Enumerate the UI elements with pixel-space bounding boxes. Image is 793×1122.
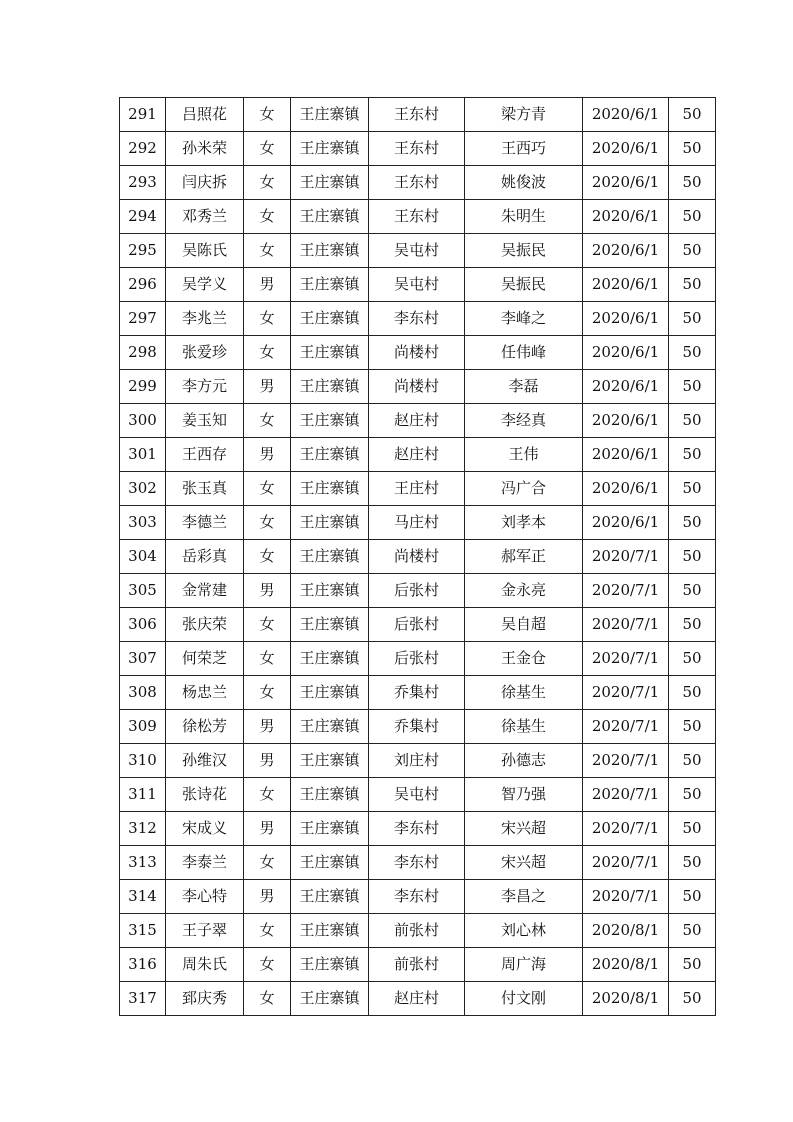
row-number-cell: 296 [120,268,166,302]
table-row [120,336,716,370]
roster-table [119,97,716,1016]
town-cell: 王庄寨镇 [291,812,369,846]
town-cell: 王庄寨镇 [291,642,369,676]
person-name-cell: 李心特 [166,880,244,914]
guardian-name-cell: 冯广合 [465,472,583,506]
village-cell: 王东村 [369,132,465,166]
town-cell: 王庄寨镇 [291,336,369,370]
gender-cell: 女 [244,404,291,438]
guardian-name-cell: 徐基生 [465,676,583,710]
row-number-cell: 315 [120,914,166,948]
gender-cell: 女 [244,948,291,982]
person-name-cell: 李德兰 [166,506,244,540]
issue-date-cell: 2020/6/1 [583,302,669,336]
row-number-cell: 317 [120,982,166,1016]
row-number-cell: 303 [120,506,166,540]
person-name-cell: 吕照花 [166,98,244,132]
amount-cell: 50 [669,540,716,574]
gender-cell: 男 [244,880,291,914]
gender-cell: 女 [244,166,291,200]
guardian-name-cell: 李昌之 [465,880,583,914]
person-name-cell: 李兆兰 [166,302,244,336]
amount-cell: 50 [669,778,716,812]
issue-date-cell: 2020/7/1 [583,540,669,574]
village-cell: 乔集村 [369,676,465,710]
table-row [120,880,716,914]
guardian-name-cell: 吴振民 [465,268,583,302]
table-row [120,438,716,472]
row-number-cell: 291 [120,98,166,132]
issue-date-cell: 2020/6/1 [583,200,669,234]
row-number-cell: 309 [120,710,166,744]
town-cell: 王庄寨镇 [291,676,369,710]
village-cell: 李东村 [369,812,465,846]
gender-cell: 女 [244,642,291,676]
table-row [120,302,716,336]
village-cell: 赵庄村 [369,438,465,472]
row-number-cell: 314 [120,880,166,914]
row-number-cell: 311 [120,778,166,812]
guardian-name-cell: 周广海 [465,948,583,982]
guardian-name-cell: 刘孝本 [465,506,583,540]
guardian-name-cell: 吴振民 [465,234,583,268]
gender-cell: 女 [244,200,291,234]
person-name-cell: 周朱氏 [166,948,244,982]
town-cell: 王庄寨镇 [291,268,369,302]
row-number-cell: 299 [120,370,166,404]
gender-cell: 女 [244,982,291,1016]
town-cell: 王庄寨镇 [291,948,369,982]
gender-cell: 女 [244,506,291,540]
row-number-cell: 293 [120,166,166,200]
amount-cell: 50 [669,914,716,948]
amount-cell: 50 [669,710,716,744]
row-number-cell: 312 [120,812,166,846]
village-cell: 吴屯村 [369,268,465,302]
village-cell: 尚楼村 [369,336,465,370]
amount-cell: 50 [669,200,716,234]
village-cell: 王东村 [369,98,465,132]
village-cell: 王东村 [369,200,465,234]
town-cell: 王庄寨镇 [291,540,369,574]
town-cell: 王庄寨镇 [291,166,369,200]
issue-date-cell: 2020/8/1 [583,914,669,948]
amount-cell: 50 [669,404,716,438]
guardian-name-cell: 徐基生 [465,710,583,744]
village-cell: 李东村 [369,302,465,336]
issue-date-cell: 2020/7/1 [583,880,669,914]
guardian-name-cell: 王金仓 [465,642,583,676]
issue-date-cell: 2020/7/1 [583,608,669,642]
gender-cell: 男 [244,574,291,608]
person-name-cell: 张玉真 [166,472,244,506]
table-row [120,778,716,812]
table-row [120,744,716,778]
row-number-cell: 298 [120,336,166,370]
town-cell: 王庄寨镇 [291,438,369,472]
amount-cell: 50 [669,608,716,642]
issue-date-cell: 2020/7/1 [583,676,669,710]
person-name-cell: 王西存 [166,438,244,472]
person-name-cell: 李泰兰 [166,846,244,880]
row-number-cell: 305 [120,574,166,608]
amount-cell: 50 [669,370,716,404]
gender-cell: 女 [244,132,291,166]
roster-table-body [120,98,716,1016]
person-name-cell: 姜玉知 [166,404,244,438]
row-number-cell: 292 [120,132,166,166]
gender-cell: 女 [244,98,291,132]
guardian-name-cell: 任伟峰 [465,336,583,370]
person-name-cell: 闫庆拆 [166,166,244,200]
amount-cell: 50 [669,812,716,846]
town-cell: 王庄寨镇 [291,132,369,166]
row-number-cell: 297 [120,302,166,336]
amount-cell: 50 [669,982,716,1016]
amount-cell: 50 [669,336,716,370]
village-cell: 前张村 [369,948,465,982]
person-name-cell: 王子翠 [166,914,244,948]
village-cell: 刘庄村 [369,744,465,778]
amount-cell: 50 [669,948,716,982]
village-cell: 王庄村 [369,472,465,506]
village-cell: 尚楼村 [369,540,465,574]
row-number-cell: 294 [120,200,166,234]
guardian-name-cell: 宋兴超 [465,846,583,880]
gender-cell: 女 [244,302,291,336]
town-cell: 王庄寨镇 [291,608,369,642]
guardian-name-cell: 李峰之 [465,302,583,336]
table-row [120,948,716,982]
row-number-cell: 313 [120,846,166,880]
table-row [120,268,716,302]
town-cell: 王庄寨镇 [291,472,369,506]
village-cell: 吴屯村 [369,778,465,812]
person-name-cell: 岳彩真 [166,540,244,574]
guardian-name-cell: 刘心林 [465,914,583,948]
guardian-name-cell: 智乃强 [465,778,583,812]
person-name-cell: 张诗花 [166,778,244,812]
person-name-cell: 孙维汉 [166,744,244,778]
town-cell: 王庄寨镇 [291,982,369,1016]
issue-date-cell: 2020/6/1 [583,132,669,166]
village-cell: 尚楼村 [369,370,465,404]
gender-cell: 女 [244,336,291,370]
town-cell: 王庄寨镇 [291,574,369,608]
town-cell: 王庄寨镇 [291,404,369,438]
row-number-cell: 304 [120,540,166,574]
issue-date-cell: 2020/7/1 [583,846,669,880]
gender-cell: 男 [244,812,291,846]
person-name-cell: 张庆荣 [166,608,244,642]
issue-date-cell: 2020/6/1 [583,336,669,370]
issue-date-cell: 2020/7/1 [583,642,669,676]
guardian-name-cell: 王西巧 [465,132,583,166]
person-name-cell: 李方元 [166,370,244,404]
town-cell: 王庄寨镇 [291,370,369,404]
issue-date-cell: 2020/8/1 [583,982,669,1016]
issue-date-cell: 2020/7/1 [583,710,669,744]
guardian-name-cell: 付文刚 [465,982,583,1016]
table-row [120,370,716,404]
issue-date-cell: 2020/7/1 [583,778,669,812]
amount-cell: 50 [669,846,716,880]
row-number-cell: 295 [120,234,166,268]
gender-cell: 女 [244,608,291,642]
guardian-name-cell: 吴自超 [465,608,583,642]
issue-date-cell: 2020/7/1 [583,812,669,846]
table-row [120,642,716,676]
issue-date-cell: 2020/6/1 [583,268,669,302]
amount-cell: 50 [669,166,716,200]
issue-date-cell: 2020/6/1 [583,370,669,404]
amount-cell: 50 [669,642,716,676]
table-row [120,234,716,268]
table-row [120,812,716,846]
village-cell: 后张村 [369,642,465,676]
gender-cell: 男 [244,744,291,778]
person-name-cell: 吴学义 [166,268,244,302]
amount-cell: 50 [669,302,716,336]
town-cell: 王庄寨镇 [291,234,369,268]
table-row [120,506,716,540]
guardian-name-cell: 李磊 [465,370,583,404]
village-cell: 李东村 [369,846,465,880]
row-number-cell: 310 [120,744,166,778]
village-cell: 后张村 [369,574,465,608]
guardian-name-cell: 梁方青 [465,98,583,132]
person-name-cell: 张爱珍 [166,336,244,370]
amount-cell: 50 [669,574,716,608]
issue-date-cell: 2020/6/1 [583,98,669,132]
row-number-cell: 316 [120,948,166,982]
row-number-cell: 300 [120,404,166,438]
row-number-cell: 301 [120,438,166,472]
gender-cell: 女 [244,914,291,948]
table-row [120,846,716,880]
issue-date-cell: 2020/6/1 [583,506,669,540]
issue-date-cell: 2020/6/1 [583,404,669,438]
table-row [120,132,716,166]
person-name-cell: 邓秀兰 [166,200,244,234]
amount-cell: 50 [669,880,716,914]
issue-date-cell: 2020/6/1 [583,234,669,268]
table-row [120,710,716,744]
row-number-cell: 308 [120,676,166,710]
town-cell: 王庄寨镇 [291,710,369,744]
town-cell: 王庄寨镇 [291,744,369,778]
guardian-name-cell: 李经真 [465,404,583,438]
village-cell: 王东村 [369,166,465,200]
table-row [120,98,716,132]
town-cell: 王庄寨镇 [291,506,369,540]
amount-cell: 50 [669,268,716,302]
amount-cell: 50 [669,234,716,268]
amount-cell: 50 [669,472,716,506]
person-name-cell: 宋成义 [166,812,244,846]
village-cell: 赵庄村 [369,404,465,438]
gender-cell: 女 [244,846,291,880]
gender-cell: 女 [244,234,291,268]
amount-cell: 50 [669,98,716,132]
table-row [120,540,716,574]
table-row [120,676,716,710]
gender-cell: 女 [244,676,291,710]
gender-cell: 女 [244,540,291,574]
issue-date-cell: 2020/7/1 [583,744,669,778]
row-number-cell: 307 [120,642,166,676]
guardian-name-cell: 王伟 [465,438,583,472]
row-number-cell: 306 [120,608,166,642]
person-name-cell: 金常建 [166,574,244,608]
table-row [120,166,716,200]
table-row [120,914,716,948]
table-row [120,200,716,234]
village-cell: 乔集村 [369,710,465,744]
village-cell: 赵庄村 [369,982,465,1016]
table-row [120,574,716,608]
person-name-cell: 孙米荣 [166,132,244,166]
guardian-name-cell: 金永亮 [465,574,583,608]
village-cell: 李东村 [369,880,465,914]
table-row [120,608,716,642]
issue-date-cell: 2020/6/1 [583,166,669,200]
gender-cell: 女 [244,472,291,506]
person-name-cell: 何荣芝 [166,642,244,676]
table-row [120,982,716,1016]
gender-cell: 男 [244,710,291,744]
town-cell: 王庄寨镇 [291,200,369,234]
table-row [120,472,716,506]
town-cell: 王庄寨镇 [291,880,369,914]
gender-cell: 男 [244,370,291,404]
town-cell: 王庄寨镇 [291,98,369,132]
row-number-cell: 302 [120,472,166,506]
town-cell: 王庄寨镇 [291,846,369,880]
guardian-name-cell: 孙德志 [465,744,583,778]
guardian-name-cell: 姚俊波 [465,166,583,200]
person-name-cell: 郅庆秀 [166,982,244,1016]
guardian-name-cell: 宋兴超 [465,812,583,846]
issue-date-cell: 2020/7/1 [583,574,669,608]
amount-cell: 50 [669,132,716,166]
issue-date-cell: 2020/8/1 [583,948,669,982]
village-cell: 前张村 [369,914,465,948]
guardian-name-cell: 郝军正 [465,540,583,574]
person-name-cell: 杨忠兰 [166,676,244,710]
town-cell: 王庄寨镇 [291,302,369,336]
person-name-cell: 徐松芳 [166,710,244,744]
amount-cell: 50 [669,676,716,710]
village-cell: 后张村 [369,608,465,642]
gender-cell: 女 [244,778,291,812]
guardian-name-cell: 朱明生 [465,200,583,234]
village-cell: 吴屯村 [369,234,465,268]
amount-cell: 50 [669,744,716,778]
village-cell: 马庄村 [369,506,465,540]
amount-cell: 50 [669,506,716,540]
person-name-cell: 吴陈氏 [166,234,244,268]
issue-date-cell: 2020/6/1 [583,472,669,506]
town-cell: 王庄寨镇 [291,778,369,812]
table-row [120,404,716,438]
amount-cell: 50 [669,438,716,472]
gender-cell: 男 [244,268,291,302]
gender-cell: 男 [244,438,291,472]
issue-date-cell: 2020/6/1 [583,438,669,472]
town-cell: 王庄寨镇 [291,914,369,948]
